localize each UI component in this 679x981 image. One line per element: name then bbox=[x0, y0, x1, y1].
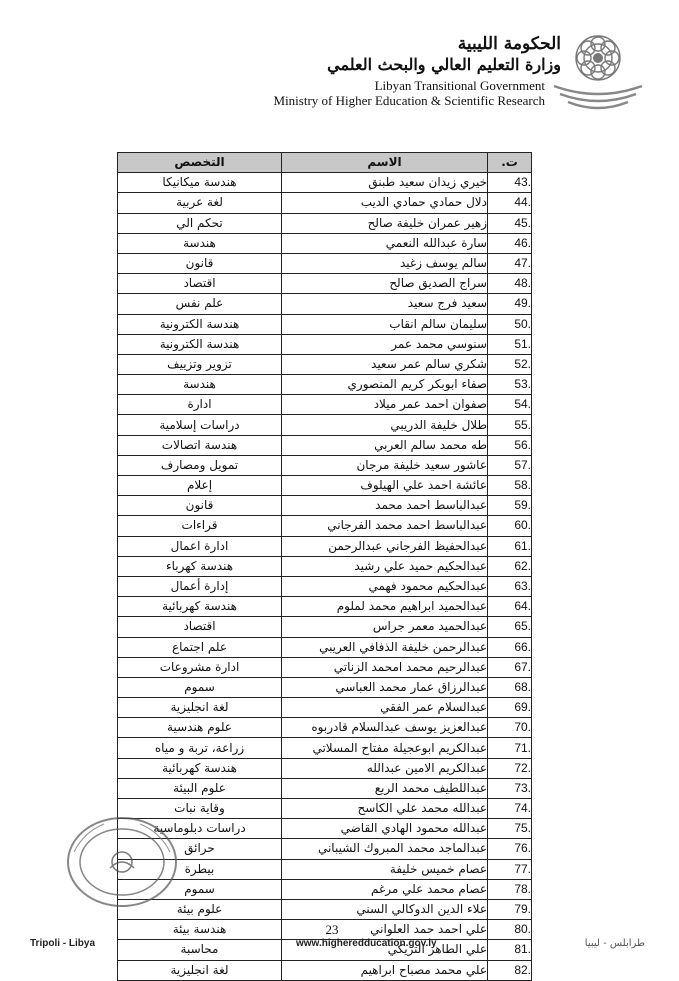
row-name: عبدالماجد محمد المبروك الشيباني bbox=[282, 839, 488, 859]
row-number: 61. bbox=[488, 536, 532, 556]
table-row bbox=[118, 476, 532, 496]
row-name: عائشة احمد علي الهيلوف bbox=[282, 476, 488, 496]
row-name: سارة عبدالله النعمي bbox=[282, 233, 488, 253]
footer-city-english: Tripoli - Libya bbox=[30, 938, 96, 949]
row-specialty: لغة انجليزية bbox=[118, 960, 282, 980]
row-specialty: ادارة مشروعات bbox=[118, 657, 282, 677]
row-name: عبدالباسط احمد محمد bbox=[282, 496, 488, 516]
row-name: خيري زيدان سعيد طبنق bbox=[282, 173, 488, 193]
row-specialty: سموم bbox=[118, 677, 282, 697]
row-specialty: حرائق bbox=[118, 839, 282, 859]
row-specialty: قراءات bbox=[118, 516, 282, 536]
table-row bbox=[118, 496, 532, 516]
page-number: 23 bbox=[325, 922, 339, 937]
row-name: عبدالحفيظ الفرجاني عبدالرحمن bbox=[282, 536, 488, 556]
table-row bbox=[118, 314, 532, 334]
row-number: 43. bbox=[488, 173, 532, 193]
row-number: 66. bbox=[488, 637, 532, 657]
table-row bbox=[118, 253, 532, 273]
row-name: سالم يوسف زغيد bbox=[282, 253, 488, 273]
footer-website[interactable]: www.higheredducation.gov.ly bbox=[296, 938, 437, 949]
row-name: سراج الصديق صالح bbox=[282, 274, 488, 294]
row-number: 57. bbox=[488, 455, 532, 475]
row-specialty: بيطرة bbox=[118, 859, 282, 879]
table-row bbox=[118, 516, 532, 536]
table-row bbox=[118, 536, 532, 556]
row-number: 45. bbox=[488, 213, 532, 233]
table-row bbox=[118, 778, 532, 798]
row-specialty: دراسات دبلوماسية bbox=[118, 819, 282, 839]
row-name: عبداللطيف محمد الربع bbox=[282, 778, 488, 798]
row-number: 44. bbox=[488, 193, 532, 213]
row-number: 48. bbox=[488, 274, 532, 294]
row-number: 81. bbox=[488, 940, 532, 960]
row-specialty: قانون bbox=[118, 253, 282, 273]
row-specialty: دراسات إسلامية bbox=[118, 415, 282, 435]
row-number: 82. bbox=[488, 960, 532, 980]
table-row bbox=[118, 294, 532, 314]
row-specialty: هندسة الكترونية bbox=[118, 314, 282, 334]
row-number: 75. bbox=[488, 819, 532, 839]
row-name: عبدالحميد معمر جراس bbox=[282, 617, 488, 637]
row-number: 65. bbox=[488, 617, 532, 637]
table-row bbox=[118, 334, 532, 354]
row-number: 80. bbox=[488, 920, 532, 940]
row-number: 52. bbox=[488, 354, 532, 374]
row-number: 76. bbox=[488, 839, 532, 859]
row-number: 74. bbox=[488, 799, 532, 819]
table-row bbox=[118, 233, 532, 253]
table-row bbox=[118, 960, 532, 980]
table-header-row bbox=[118, 153, 532, 173]
table-row bbox=[118, 657, 532, 677]
table-row bbox=[118, 395, 532, 415]
row-specialty: علوم البيئة bbox=[118, 778, 282, 798]
row-name: عبدالباسط احمد محمد الفرجاني bbox=[282, 516, 488, 536]
ministry-name-arabic: وزارة التعليم العالي والبحث العلمي bbox=[327, 55, 561, 74]
row-number: 58. bbox=[488, 476, 532, 496]
row-name: عبدالرحمن خليفة الذفافي العريبي bbox=[282, 637, 488, 657]
row-name: عاشور سعيد خليفة مرجان bbox=[282, 455, 488, 475]
row-name: عبدالكريم الامين عبدالله bbox=[282, 758, 488, 778]
row-specialty: علم اجتماع bbox=[118, 637, 282, 657]
government-name-english: Libyan Transitional Government bbox=[374, 78, 545, 93]
row-specialty: هندسة بيئة bbox=[118, 920, 282, 940]
row-name: صفوان احمد عمر ميلاد bbox=[282, 395, 488, 415]
row-name: صفاء ابوبكر كريم المنصوري bbox=[282, 375, 488, 395]
row-name: علي احمد حمد العلواني bbox=[282, 920, 488, 940]
row-number: 79. bbox=[488, 899, 532, 919]
table-row bbox=[118, 556, 532, 576]
row-specialty: قانون bbox=[118, 496, 282, 516]
row-name: عبدالرزاق عمار محمد العباسي bbox=[282, 677, 488, 697]
header-number: ت. bbox=[488, 153, 532, 173]
row-name: سعيد فرج سعيد bbox=[282, 294, 488, 314]
row-specialty: هندسة bbox=[118, 233, 282, 253]
row-specialty: علوم بيئة bbox=[118, 899, 282, 919]
row-number: 49. bbox=[488, 294, 532, 314]
row-number: 55. bbox=[488, 415, 532, 435]
row-specialty: هندسة اتصالات bbox=[118, 435, 282, 455]
table-row bbox=[118, 213, 532, 233]
row-name: علاء الدين الدوكالي السني bbox=[282, 899, 488, 919]
row-name: شكري سالم عمر سعيد bbox=[282, 354, 488, 374]
row-number: 71. bbox=[488, 738, 532, 758]
row-specialty: وقاية نبات bbox=[118, 799, 282, 819]
row-number: 56. bbox=[488, 435, 532, 455]
table-row bbox=[118, 173, 532, 193]
table-row bbox=[118, 455, 532, 475]
table-row bbox=[118, 375, 532, 395]
row-number: 53. bbox=[488, 375, 532, 395]
row-number: 72. bbox=[488, 758, 532, 778]
table-row bbox=[118, 738, 532, 758]
row-number: 70. bbox=[488, 718, 532, 738]
row-name: عبدالحكيم حميد علي رشيد bbox=[282, 556, 488, 576]
row-specialty: هندسة ميكانيكا bbox=[118, 173, 282, 193]
row-name: طه محمد سالم العربي bbox=[282, 435, 488, 455]
row-name: عبدالله محمود الهادي القاضي bbox=[282, 819, 488, 839]
row-specialty: تزوير وتزييف bbox=[118, 354, 282, 374]
row-specialty: هندسة كهربائية bbox=[118, 758, 282, 778]
row-number: 78. bbox=[488, 879, 532, 899]
table-row bbox=[118, 435, 532, 455]
table-row bbox=[118, 576, 532, 596]
row-specialty: إعلام bbox=[118, 476, 282, 496]
government-name-arabic: الحكومة الليبية bbox=[457, 34, 561, 54]
row-number: 47. bbox=[488, 253, 532, 273]
ministry-logo-icon bbox=[550, 30, 646, 116]
row-specialty: محاسبة bbox=[118, 940, 282, 960]
row-name: دلال حمادي حمادي الديب bbox=[282, 193, 488, 213]
row-name: عبدالحميد ابراهيم محمد لملوم bbox=[282, 597, 488, 617]
row-specialty: اقتصاد bbox=[118, 617, 282, 637]
row-name: عبدالكريم ابوعجيلة مفتاح المسلاتي bbox=[282, 738, 488, 758]
row-number: 46. bbox=[488, 233, 532, 253]
table-row bbox=[118, 597, 532, 617]
row-specialty: اقتصاد bbox=[118, 274, 282, 294]
row-specialty: سموم bbox=[118, 879, 282, 899]
row-specialty: علم نفس bbox=[118, 294, 282, 314]
row-number: 60. bbox=[488, 516, 532, 536]
row-number: 59. bbox=[488, 496, 532, 516]
table-row bbox=[118, 677, 532, 697]
row-number: 63. bbox=[488, 576, 532, 596]
row-specialty: ادارة bbox=[118, 395, 282, 415]
header-name: الاسم bbox=[282, 153, 488, 173]
row-name: علي الطاهر التريكي bbox=[282, 940, 488, 960]
table-row bbox=[118, 415, 532, 435]
row-specialty: هندسة كهرباء bbox=[118, 556, 282, 576]
row-number: 50. bbox=[488, 314, 532, 334]
row-specialty: هندسة الكترونية bbox=[118, 334, 282, 354]
row-name: عبدالسلام عمر الفقي bbox=[282, 698, 488, 718]
footer-city-arabic: طرابلس - ليبيا bbox=[584, 938, 645, 949]
row-number: 64. bbox=[488, 597, 532, 617]
row-number: 51. bbox=[488, 334, 532, 354]
row-name: عصام محمد علي مرغم bbox=[282, 879, 488, 899]
row-specialty: لغة عربية bbox=[118, 193, 282, 213]
row-number: 69. bbox=[488, 698, 532, 718]
row-name: عبدالعزيز يوسف عبدالسلام قادربوه bbox=[282, 718, 488, 738]
table-row bbox=[118, 193, 532, 213]
row-specialty: علوم هندسية bbox=[118, 718, 282, 738]
table-row bbox=[118, 354, 532, 374]
row-name: عصام خميس خليفة bbox=[282, 859, 488, 879]
row-specialty: تحكم الي bbox=[118, 213, 282, 233]
row-name: عبدالحكيم محمود فهمي bbox=[282, 576, 488, 596]
row-number: 62. bbox=[488, 556, 532, 576]
row-name: طلال خليفة الدريبي bbox=[282, 415, 488, 435]
table-row bbox=[118, 718, 532, 738]
row-number: 68. bbox=[488, 677, 532, 697]
row-specialty: لغة انجليزية bbox=[118, 698, 282, 718]
row-name: عبدالرحيم محمد امحمد الزناتي bbox=[282, 657, 488, 677]
row-name: سنوسي محمد عمر bbox=[282, 334, 488, 354]
ministry-name-english: Ministry of Higher Education & Scientific Research bbox=[273, 93, 545, 108]
table-row bbox=[118, 274, 532, 294]
row-name: زهير عمران خليفة صالح bbox=[282, 213, 488, 233]
row-name: سليمان سالم انقاب bbox=[282, 314, 488, 334]
table-row bbox=[118, 698, 532, 718]
row-specialty: إدارة أعمال bbox=[118, 576, 282, 596]
row-number: 67. bbox=[488, 657, 532, 677]
row-name: علي محمد مصباح ابراهيم bbox=[282, 960, 488, 980]
row-number: 73. bbox=[488, 778, 532, 798]
official-stamp bbox=[64, 812, 182, 912]
row-specialty: زراعة، تربة و مياه bbox=[118, 738, 282, 758]
table-row bbox=[118, 758, 532, 778]
row-number: 54. bbox=[488, 395, 532, 415]
letterhead bbox=[0, 0, 679, 130]
row-specialty: هندسة كهربائية bbox=[118, 597, 282, 617]
row-number: 77. bbox=[488, 859, 532, 879]
row-specialty: هندسة bbox=[118, 375, 282, 395]
table-row bbox=[118, 637, 532, 657]
row-specialty: تمويل ومصارف bbox=[118, 455, 282, 475]
table-row bbox=[118, 617, 532, 637]
row-name: عبدالله محمد علي الكاسح bbox=[282, 799, 488, 819]
row-specialty: ادارة اعمال bbox=[118, 536, 282, 556]
header-specialty: التخصص bbox=[118, 153, 282, 173]
